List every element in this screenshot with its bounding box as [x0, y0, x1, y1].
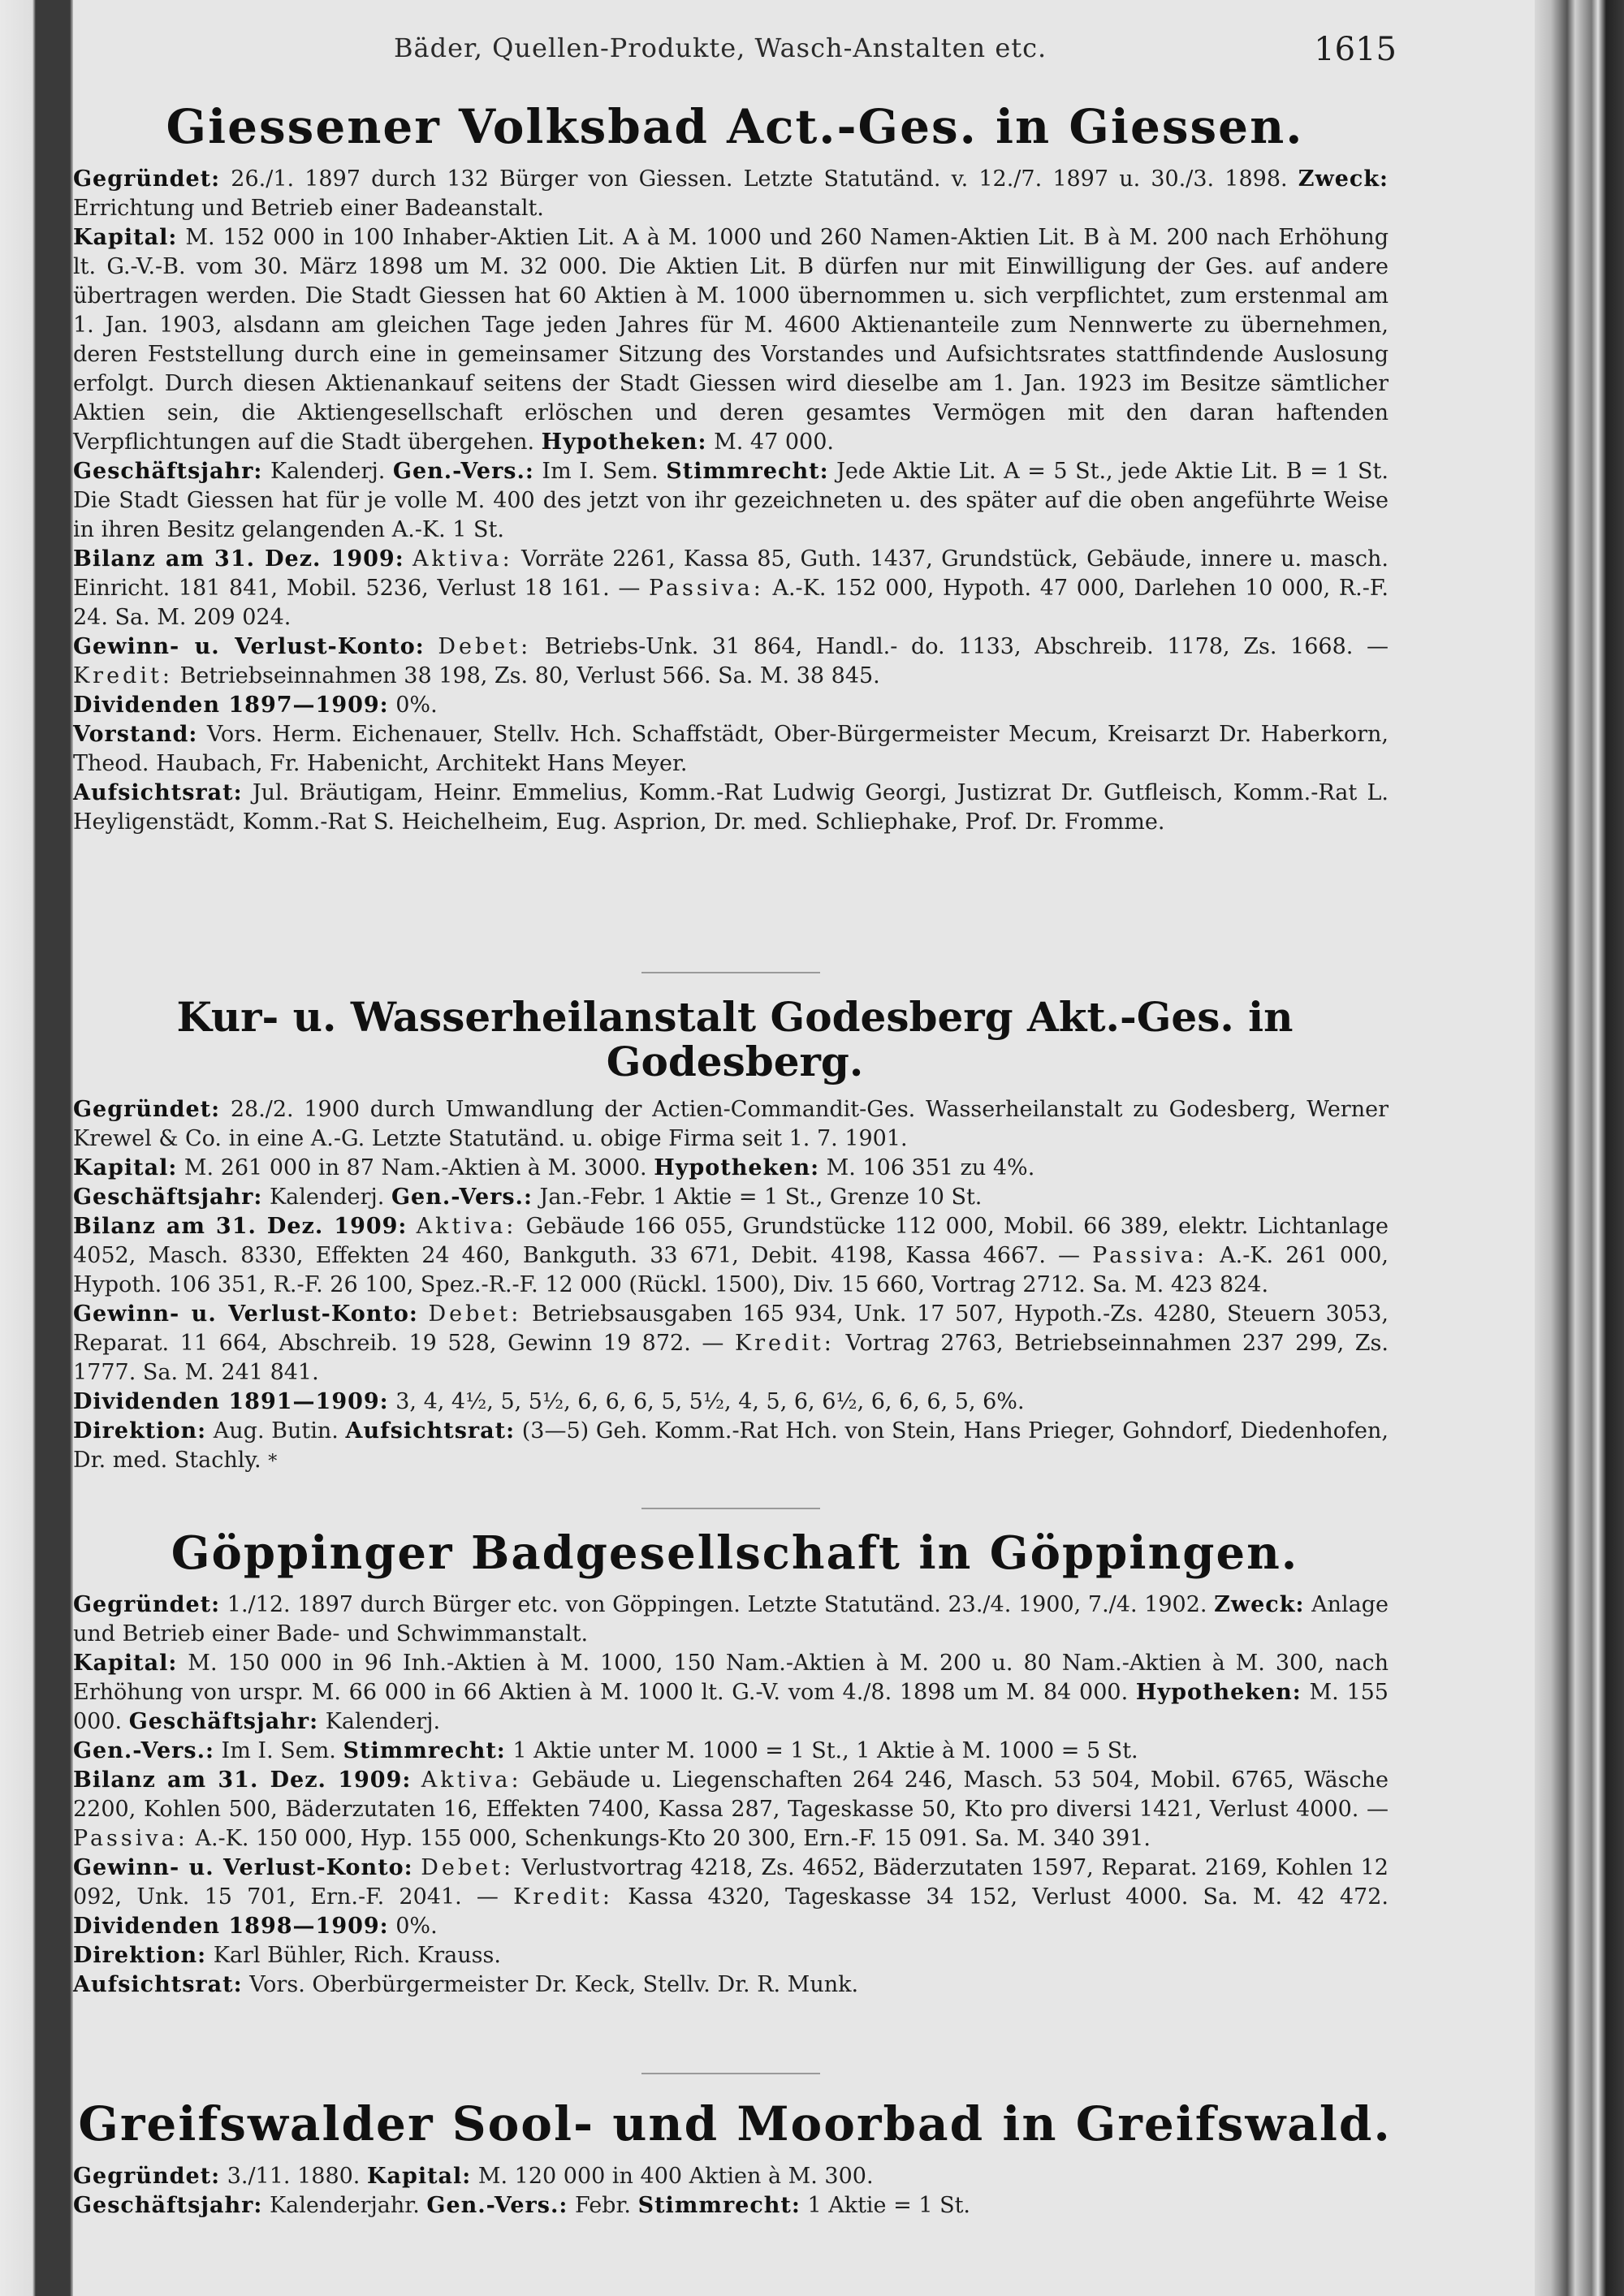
asterisk-mark: * [268, 1452, 278, 1472]
document-page [73, 0, 1535, 2296]
business-year-paragraph: Geschäftsjahr: Kalenderjahr. Gen.-Vers.: Febr. Stimmrecht: 1 Aktie = 1 St. [73, 2192, 971, 2218]
capital-paragraph: Kapital: M. 150 000 in 96 Inh.-Aktien à M. 1000, 150 Nam.-Aktien à M. 200 u. 80 Nam.-Aktien à M. 300, nach Erhöhung von urspr. M. 66 000 in 66 Aktien à M. 1000 lt. G.-V. vom 4./8. 1898 um M. 84 000. Hypotheken: M. 155 000. Geschäftsjahr: Kalenderj. [73, 1650, 1389, 1734]
section-divider [641, 972, 820, 973]
company-entry-greifswald [73, 2096, 1397, 2220]
company-title: Greifswalder Sool- und Moorbad in Greifswald. [78, 2096, 1392, 2151]
business-year-paragraph: Geschäftsjahr: Kalenderj. Gen.-Vers.: Im I. Sem. Stimmrecht: Jede Aktie Lit. A = 5 St., jede Aktie Lit. B = 1 St. Die Stadt Giessen hat für je volle M. 400 des jetzt von ihr gezeichneten u. des später auf die oben angeführte Weise in ihren Besitz gelangenden A.-K. 1 St. [73, 458, 1389, 542]
dividends-paragraph: Dividenden 1891—1909: 3, 4, 4½, 5, 5½, 6, 6, 6, 5, 5½, 4, 5, 6, 6½, 6, 6, 6, 5, 6%. [73, 1389, 1025, 1414]
company-entry-goeppingen [73, 1526, 1397, 2000]
section-divider [641, 1508, 820, 1509]
company-entry-giessen [73, 101, 1397, 837]
running-header [73, 32, 1397, 68]
supervisory-board-paragraph: Aufsichtsrat: Jul. Bräutigam, Heinr. Emmelius, Komm.-Rat Ludwig Georgi, Justizrat Dr. Gutfleisch, Komm.-Rat L. Heyligenstädt, Komm.-Rat S. Heichelheim, Eug. Asprion, Dr. med. Schliephake, Prof. Dr. Fromme. [73, 779, 1389, 835]
voting-paragraph: Gen.-Vers.: Im I. Sem. Stimmrecht: 1 Aktie unter M. 1000 = 1 St., 1 Aktie à M. 1000 = 5 St. [73, 1737, 1138, 1763]
balance-paragraph: Bilanz am 31. Dez. 1909: Aktiva: Vorräte 2261, Kassa 85, Guth. 1437, Grundstück, Gebäude, innere u. masch. Einricht. 181 841, Mobil. 5236, Verlust 18 161. — Passiva: A.-K. 152 000, Hypoth. 47 000, Darlehen 10 000, R.-F. 24. Sa. M. 209 024. [73, 546, 1389, 630]
supervisory-board-paragraph: Aufsichtsrat: Vors. Oberbürgermeister Dr. Keck, Stellv. Dr. R. Munk. [73, 1971, 859, 1997]
balance-paragraph: Bilanz am 31. Dez. 1909: Aktiva: Gebäude 166 055, Grundstücke 112 000, Mobil. 66 389, elektr. Lichtanlage 4052, Masch. 8330, Effekten 24 460, Bankguth. 33 671, Debit. 4198, Kassa 4667. — Passiva: A.-K. 261 000, Hypoth. 106 351, R.-F. 26 100, Spez.-R.-F. 12 000 (Rückl. 1500), Div. 15 660, Vortrag 2712. Sa. M. 423 824. [73, 1214, 1389, 1297]
right-page-edge [1535, 0, 1624, 2296]
founding-paragraph: Gegründet: 26./1. 1897 durch 132 Bürger von Giessen. Letzte Statutänd. v. 12./7. 1897 u. 30./3. 1898. Zweck: Errichtung und Betrieb einer Badeanstalt. [73, 166, 1389, 221]
section-divider [641, 2073, 820, 2074]
management-paragraph: Direktion: Karl Bühler, Rich. Krauss. [73, 1942, 501, 1968]
company-entry-godesberg [73, 995, 1397, 1477]
board-paragraph: Vorstand: Vors. Herm. Eichenauer, Stellv. Hch. Schaffstädt, Ober-Bürgermeister Mecum, Kreisarzt Dr. Haberkorn, Theod. Haubach, Fr. Habenicht, Architekt Hans Meyer. [73, 721, 1389, 776]
profit-loss-paragraph: Gewinn- u. Verlust-Konto: Debet: Betriebsausgaben 165 934, Unk. 17 507, Hypoth.-Zs. 4280, Steuern 3053, Reparat. 11 664, Abschreib. 19 528, Gewinn 19 872. — Kredit: Vortrag 2763, Betriebseinnahmen 237 299, Zs. 1777. Sa. M. 241 841. [73, 1301, 1389, 1385]
business-year-paragraph: Geschäftsjahr: Kalenderj. Gen.-Vers.: Jan.-Febr. 1 Aktie = 1 St., Grenze 10 St. [73, 1185, 983, 1210]
balance-paragraph: Bilanz am 31. Dez. 1909: Aktiva: Gebäude u. Liegenschaften 264 246, Masch. 53 504, Mobil. 6765, Wäsche 2200, Kohlen 500, Bäderzutaten 16, Effekten 7400, Kassa 287, Tageskasse 50, Kto pro diversi 1421, Verlust 4000. — Passiva: A.-K. 150 000, Hyp. 155 000, Schenkungs-Kto 20 300, Ern.-F. 15 091. Sa. M. 340 391. [73, 1767, 1389, 1851]
company-title: Giessener Volksbad Act.-Ges. in Giessen. [166, 99, 1304, 154]
founding-paragraph: Gegründet: 1./12. 1897 durch Bürger etc. von Göppingen. Letzte Statutänd. 23./4. 1900, 7./4. 1902. Zweck: Anlage und Betrieb einer Bade- und Schwimmanstalt. [73, 1591, 1389, 1646]
dividends-paragraph: Dividenden 1897—1909: 0%. [73, 692, 438, 718]
capital-paragraph: Kapital: M. 152 000 in 100 Inhaber-Aktien Lit. A à M. 1000 und 260 Namen-Aktien Lit. B à M. 200 nach Erhöhung lt. G.-V.-B. vom 30. März 1898 um M. 32 000. Die Aktien Lit. B dürfen nur mit Einwilligung der Ges. auf andere übertragen werden. Die Stadt Giessen hat 60 Aktien à M. 1000 übernommen u. sich verpflichtet, zum erstenmal am 1. Jan. 1903, alsdann am gleichen Tage jeden Jahres für M. 4600 Aktienanteile zum Nennwerte zu übernehmen, deren Feststellung durch eine in gemeinsamer Sitzung des Vorstandes und Aufsichtsrates stattfindende Auslosung erfolgt. Durch diesen Aktienankauf seitens der Stadt Giessen wird dieselbe am 1. Jan. 1923 im Besitze sämtlicher Aktien sein, die Aktiengesellschaft erlöschen und deren gesamtes Vermögen mit den daran haftenden Verpflichtungen auf die Stadt übergehen. Hypotheken: M. 47 000. [73, 224, 1389, 455]
founding-paragraph: Gegründet: 28./2. 1900 durch Umwandlung der Actien-Commandit-Ges. Wasserheilanstalt zu Godesberg, Werner Krewel & Co. in eine A.-G. Letzte Statutänd. u. obige Firma seit 1. 7. 1901. [73, 1097, 1389, 1151]
running-title: Bäder, Quellen-Produkte, Wasch-Anstalten etc. [394, 32, 1047, 63]
company-title: Kur- u. Wasserheilanstalt Godesberg Akt.-Ges. in Godesberg. [176, 993, 1294, 1085]
profit-loss-paragraph: Gewinn- u. Verlust-Konto: Debet: Verlustvortrag 4218, Zs. 4652, Bäderzutaten 1597, Reparat. 2169, Kohlen 12 092, Unk. 15 701, Ern.-F. 2041. — Kredit: Kassa 4320, Tageskasse 34 152, Verlust 4000. Sa. M. 42 472. Dividenden 1898—1909: 0%. [73, 1854, 1389, 1939]
left-page-edge [0, 0, 73, 2296]
founding-paragraph: Gegründet: 3./11. 1880. Kapital: M. 120 000 in 400 Aktien à M. 300. [73, 2163, 874, 2189]
capital-paragraph: Kapital: M. 261 000 in 87 Nam.-Aktien à M. 3000. Hypotheken: M. 106 351 zu 4%. [73, 1155, 1035, 1180]
company-title: Göppinger Badgesellschaft in Göppingen. [171, 1526, 1299, 1580]
page-number: 1615 [1314, 31, 1397, 68]
profit-loss-paragraph: Gewinn- u. Verlust-Konto: Debet: Betriebs-Unk. 31 864, Handl.- do. 1133, Abschreib. 1178, Zs. 1668. — Kredit: Betriebseinnahmen 38 198, Zs. 80, Verlust 566. Sa. M. 38 845. [73, 633, 1389, 688]
management-paragraph: Direktion: Aug. Butin. Aufsichtsrat: (3—5) Geh. Komm.-Rat Hch. von Stein, Hans Prieger, Gohndorf, Diedenhofen, Dr. med. Stachly. * [73, 1418, 1389, 1473]
